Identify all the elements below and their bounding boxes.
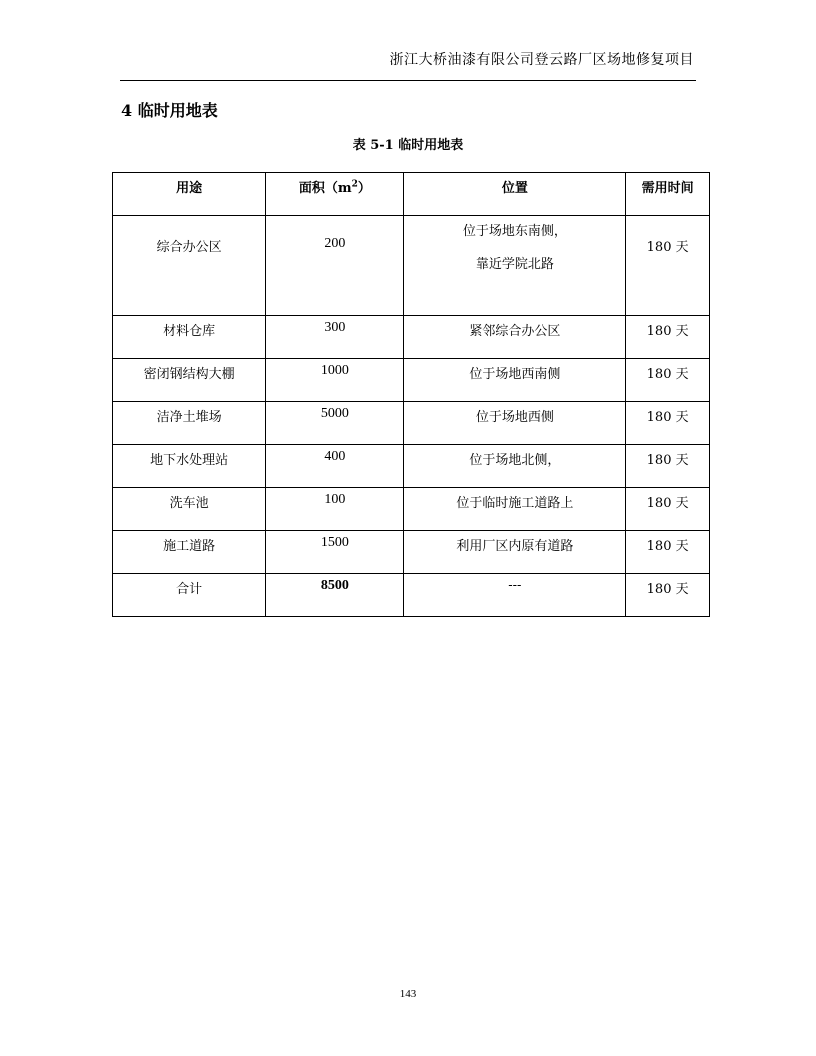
table-row (113, 359, 710, 402)
header-duration: 需用时间 (626, 173, 710, 216)
cell-location: 紧邻综合办公区 (404, 316, 626, 359)
cell-use: 材料仓库 (113, 316, 266, 359)
header-rule (120, 80, 696, 81)
cell-duration: 180 天 (626, 574, 710, 617)
table-total-row (113, 574, 710, 617)
land-use-table (112, 172, 710, 617)
cell-duration: 180 天 (626, 359, 710, 402)
cell-area: 200 (266, 216, 404, 316)
table-row (113, 216, 710, 316)
cell-use: 施工道路 (113, 531, 266, 574)
table-row (113, 316, 710, 359)
cell-location: 位于临时施工道路上 (404, 488, 626, 531)
header-location: 位置 (404, 173, 626, 216)
cell-area: 1500 (266, 531, 404, 574)
cell-area-total: 8500 (266, 574, 404, 617)
page-number: 143 (399, 988, 417, 1000)
cell-use: 密闭钢结构大棚 (113, 359, 266, 402)
cell-duration: 180 天 (626, 531, 710, 574)
cell-duration: 180 天 (626, 216, 710, 316)
cell-location: --- (404, 574, 626, 617)
table-row (113, 402, 710, 445)
section-title: 4 临时用地表 (121, 101, 218, 120)
cell-location: 位于场地西侧 (404, 402, 626, 445)
table-caption: 表 5-1 临时用地表 (352, 138, 464, 153)
cell-use: 洁净土堆场 (113, 402, 266, 445)
cell-area: 300 (266, 316, 404, 359)
cell-location: 位于场地北侧， (404, 445, 626, 488)
cell-location: 利用厂区内原有道路 (404, 531, 626, 574)
cell-area: 1000 (266, 359, 404, 402)
cell-location: 位于场地西南侧 (404, 359, 626, 402)
cell-duration: 180 天 (626, 445, 710, 488)
location-line-2: 靠近学院北路 (475, 257, 554, 272)
cell-use: 综合办公区 (113, 216, 266, 316)
cell-use: 地下水处理站 (113, 445, 266, 488)
table-row (113, 531, 710, 574)
cell-location (404, 216, 626, 316)
cell-duration: 180 天 (626, 488, 710, 531)
cell-area: 5000 (266, 402, 404, 445)
running-header: 浙江大桥油漆有限公司登云路厂区场地修复项目 (389, 52, 694, 68)
table-row (113, 445, 710, 488)
cell-area: 100 (266, 488, 404, 531)
table-header-row (113, 173, 710, 216)
location-line-1: 位于场地东南侧， (462, 224, 567, 239)
header-area: 面积$(m^2)$ (266, 173, 404, 216)
cell-use: 洗车池 (113, 488, 266, 531)
cell-use: 合计 (113, 574, 266, 617)
header-use: 用途 (113, 173, 266, 216)
cell-duration: 180 天 (626, 316, 710, 359)
table-row (113, 488, 710, 531)
cell-area: 400 (266, 445, 404, 488)
cell-duration: 180 天 (626, 402, 710, 445)
